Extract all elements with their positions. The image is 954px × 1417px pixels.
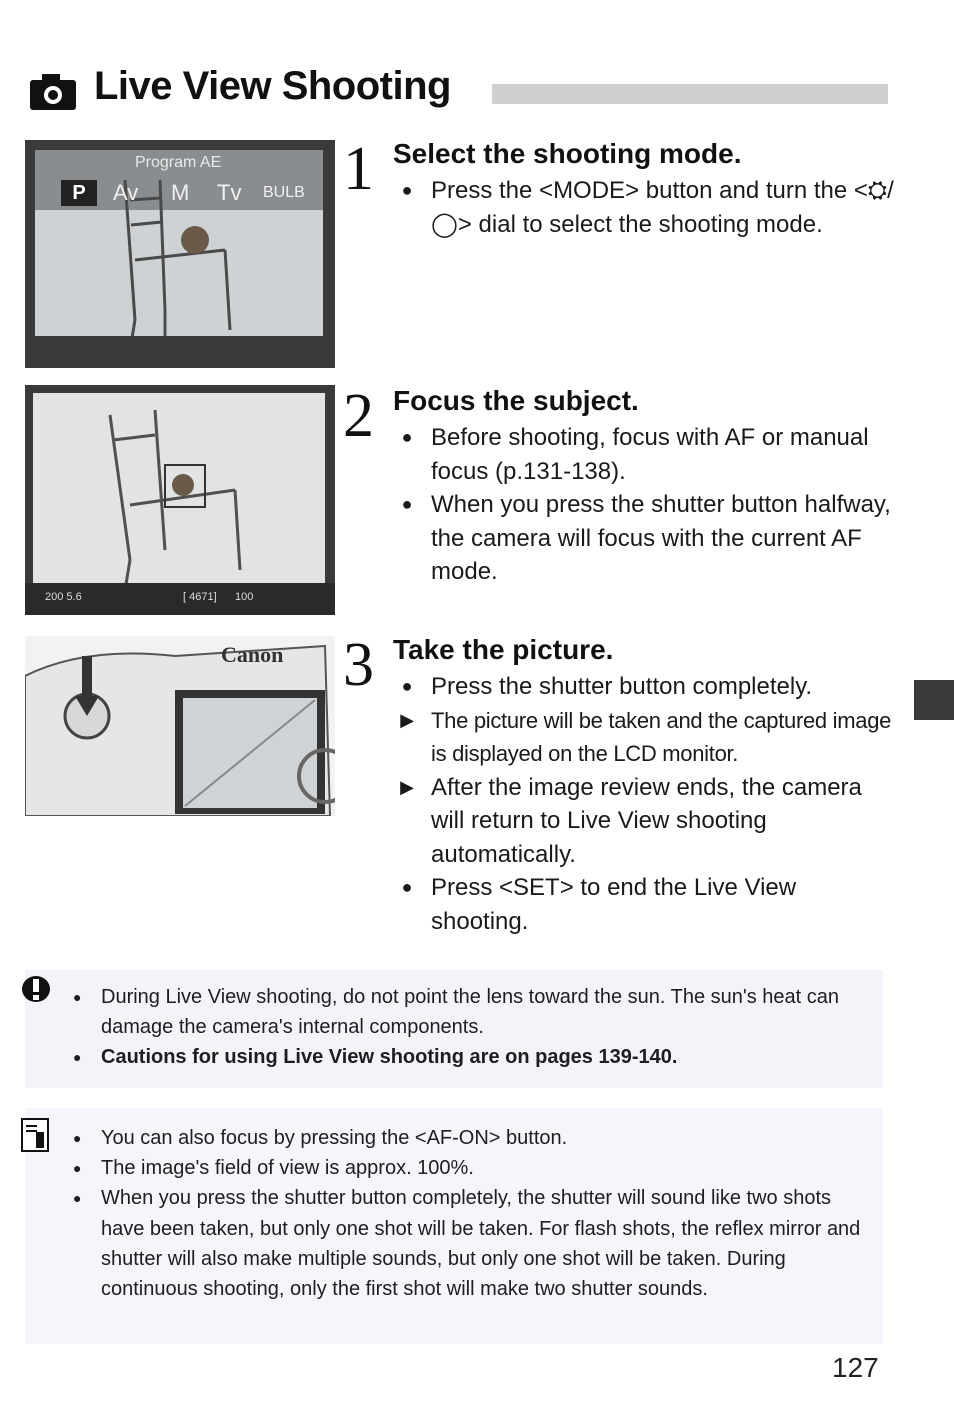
note-icon (21, 1118, 49, 1152)
mode-m: M (171, 180, 190, 205)
mode-tv: Tv (217, 180, 242, 205)
live-view-screen (25, 385, 335, 615)
step-bullets (395, 421, 895, 589)
note-list (71, 1123, 861, 1304)
step-bullets (395, 174, 895, 241)
caution-item: ● During Live View shooting, do not point the lens toward the sun. The sun's heat can damage the camera's internal components. (73, 986, 839, 1039)
camera-brand: Canon (221, 642, 284, 667)
mode-av: Av (113, 180, 139, 205)
caution-icon (21, 974, 51, 1004)
bullet-item: ▶ After the image review ends, the camera will return to Live View shooting automatically. (400, 773, 862, 868)
note-item: ● You can also focus by pressing the <AF-ON> button. (73, 1127, 568, 1149)
bullet-item: ● Press <SET> to end the Live View shooting. (401, 874, 797, 935)
step-heading: Focus the subject. (393, 385, 639, 416)
step-number: 1 (343, 135, 374, 203)
step-3-camera-illustration (25, 636, 335, 816)
camera-back-illustration (25, 636, 335, 816)
bullet-item: ● Press the shutter button completely. (401, 673, 813, 700)
caution-item: ● Cautions for using Live View shooting are on pages 139-140. (73, 1046, 678, 1069)
step-2-screen-image (25, 385, 335, 615)
step-2 (25, 382, 905, 625)
step-number: 3 (343, 631, 374, 699)
step-heading: Take the picture. (393, 634, 614, 665)
caution-list (71, 982, 861, 1073)
caution-box (25, 970, 883, 1088)
chapter-tab-marker (914, 680, 954, 720)
section-header (30, 62, 890, 118)
mode-select-screen (25, 140, 335, 368)
bullet-item: ● When you press the shutter button halfway, the camera will focus with the current AF mode. (401, 491, 891, 585)
bullet-item: ▶ The picture will be taken and the captured image is displayed on the LCD monitor. (400, 707, 892, 766)
page-title: Live View Shooting (94, 64, 451, 108)
step-heading: Select the shooting mode. (393, 138, 742, 169)
camera-icon (30, 74, 76, 110)
note-box (25, 1108, 883, 1344)
step-bullets (395, 670, 895, 938)
title-rule (492, 84, 888, 104)
note-item: ● When you press the shutter button completely, the shutter will sound like two shots have been taken, but only one shot will be taken. For flash shots, the reflex mirror and shutter will also make multiple sounds, but only one shot will be taken. During continuous shooting, only the first shot will make two shutter sounds. (73, 1187, 861, 1301)
step-1-screen-image (25, 140, 335, 368)
mode-p: P (61, 180, 97, 206)
step-number: 2 (343, 382, 374, 450)
status-iso: 100 (235, 591, 254, 603)
step-3 (25, 631, 905, 944)
bullet-item: ● Press the <MODE> button and turn the <⛭/◯> dial to select the shooting mode. (401, 177, 894, 238)
page-number: 127 (832, 1352, 879, 1383)
bullet-item: ● Before shooting, focus with AF or manual focus (p.131-138). (401, 424, 869, 485)
status-exposure: 200 5.6 (45, 591, 82, 603)
mode-label: Program AE (135, 154, 222, 171)
status-shots: [ 4671] (183, 591, 217, 603)
mode-bulb: BULB (263, 184, 305, 201)
step-1 (25, 135, 905, 378)
note-item: ● The image's field of view is approx. 100%. (73, 1157, 474, 1180)
